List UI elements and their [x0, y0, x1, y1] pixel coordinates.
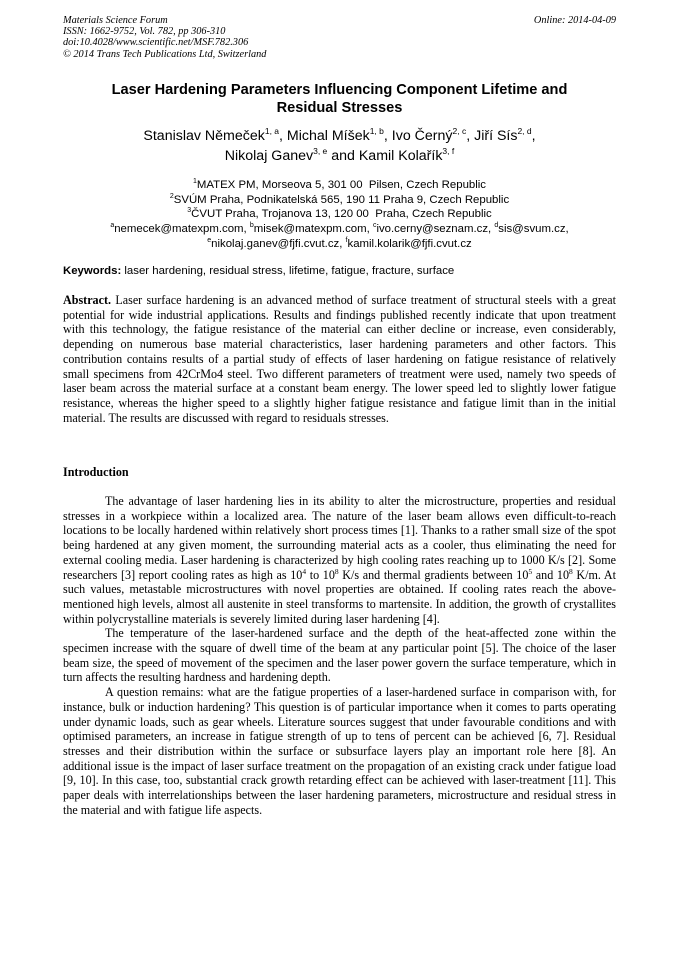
- affiliations: [63, 178, 616, 252]
- paragraph: The advantage of laser hardening lies in its ability to alter the microstructure, properties and residual stresses in a workpiece within a localized area. The nature of the laser beam allows even difficult-to-reach locations to be locally hardened within relatively short process times [1]. Thanks to a rather small size of the spot being hardened at any given moment, the surrounding material acts as a cooler, thus eliminating the need for external cooling media. Laser hardening is characterized by high cooling rates reaching up to 1000 K/s [2]. Some researchers [3] report cooling rates as high as $10^4$ to $10^8$ K/s and thermal gradients between $10^5$ and $10^8$ K/m. At such values, metastable microstructures with novel properties are obtained. If cooling rates reach the above-mentioned high levels, almost all austenite in steel transforms to martensite. In addition, the growth of crystallites within polycrystalline materials is severely limited during laser hardening [4].: [63, 494, 616, 626]
- affiliation-1: $^1$MATEX PM, Morseova 5, 301 00 Pilsen, Czech Republic: [192, 178, 486, 191]
- keywords-label: Keywords:: [63, 265, 122, 277]
- author-name: Ivo Černý: [391, 128, 453, 144]
- journal-header: [63, 15, 616, 60]
- abstract-label: Abstract.: [63, 293, 112, 307]
- author-affil-mark: 1, a: [264, 126, 280, 136]
- title-line-2: Residual Stresses: [276, 100, 403, 116]
- author-line-2: Nikolaj Ganev$^{3, e}$ and Kamil Kolařík$^{3, f}$: [224, 146, 455, 164]
- journal-copyright: © 2014 Trans Tech Publications Ltd, Switzerland: [63, 48, 267, 60]
- paragraph: The temperature of the laser-hardened surface and the depth of the heat-affected zone within the specimen increase with the square of dwell time of the beam at any particular point [5]. The choice of the laser beam size, the speed of movement of the specimen and the laser power govern the surface temperature, which in turn affects the resulting hardness and hardening depth.: [63, 626, 616, 685]
- journal-issn: ISSN: 1662-9752, Vol. 782, pp 306-310: [63, 26, 226, 38]
- email-link[interactable]: nemecek@matexpm.com,: [114, 223, 250, 236]
- email-link[interactable]: ivo.cerny@seznam.cz,: [376, 223, 495, 236]
- email-link[interactable]: nikolaj.ganev@fjfi.cvut.cz,: [211, 237, 346, 250]
- email-link[interactable]: sis@svum.cz,: [498, 223, 569, 236]
- author-affil-mark: 3, e: [313, 146, 328, 156]
- email-link[interactable]: kamil.kolarik@fjfi.cvut.cz: [347, 237, 472, 250]
- section-heading-introduction: Introduction: [63, 465, 129, 479]
- introduction-body: [63, 494, 616, 817]
- journal-name: Materials Science Forum: [63, 15, 168, 26]
- author-affil-mark: 1, b: [369, 126, 384, 136]
- author-line-1: Stanislav Němeček$^{1, a}$, Michal Míšek$^{1, b}$, Ivo Černý$^{2, c}$, Jiří Sís$^{2, d}$,: [143, 126, 536, 144]
- paper-title: [63, 81, 616, 117]
- author-name: Nikolaj Ganev: [224, 148, 314, 164]
- keywords-text: laser hardening, residual stress, lifetime, fatigue, fracture, surface: [121, 265, 455, 277]
- author-name: Stanislav Němeček: [143, 128, 265, 144]
- affiliation-2: $^2$SVÚM Praha, Podnikatelská 565, 190 11 Praha 9, Czech Republic: [169, 192, 510, 206]
- affiliation-3: $^3$ČVUT Praha, Trojanova 13, 120 00 Praha, Czech Republic: [187, 207, 492, 221]
- abstract-text: Laser surface hardening is an advanced method of surface treatment of structural steels with a great potential for wide industrial applications. Results and findings published recently indicate that upon treatment with this technology, the fatigue resistance of the material can either decline or increase, even considerably, depending on numerous base material characteristics, laser hardening parameters and other factors. This contribution contains results of a partial study of effects of laser hardening on fatigue resistance of relatively small specimens from 42CrMo4 steel. Two different parameters of treatment were used, namely two speeds of laser beam across the material surface at a constant beam energy. The lower speed led to slightly lower fatigue resistance, whereas the higher speed to a slightly higher fatigue resistance and fatigue limit than in the initial material. The results are discussed with regard to residuals stresses.: [63, 293, 616, 425]
- author-name: Michal Míšek: [286, 128, 370, 144]
- online-date: Online: 2014-04-09: [533, 15, 616, 26]
- abstract: [63, 293, 616, 425]
- author-list: [63, 126, 616, 166]
- email-link[interactable]: misek@matexpm.com,: [253, 223, 373, 236]
- journal-doi: doi:10.4028/www.scientific.net/MSF.782.306: [63, 37, 249, 49]
- author-affil-mark: 2, d: [517, 126, 532, 136]
- email-line-2: $^e$nikolaj.ganev@fjfi.cvut.cz, $^f$kamil.kolarik@fjfi.cvut.cz: [207, 236, 472, 250]
- author-affil-mark: 3, f: [442, 146, 455, 156]
- email-line-1: $^a$nemecek@matexpm.com, $^b$misek@matexpm.com, $^c$ivo.cerny@seznam.cz, $^d$sis@svum.cz,: [110, 222, 569, 236]
- author-name: Jiří Sís: [474, 128, 518, 144]
- author-name: Kamil Kolařík: [358, 148, 443, 164]
- keywords: [63, 264, 616, 278]
- author-affil-mark: 2, c: [452, 126, 467, 136]
- paragraph: A question remains: what are the fatigue properties of a laser-hardened surface in comparison with, for instance, bulk or induction hardening? This question is of particular importance when it comes to parts operating under dynamic loads, such as gear wheels. Literature sources suggest that under favourable conditions and with optimised parameters, an increase in fatigue strength of up to tens of percent can be achieved [6, 7]. Residual stresses and their distribution within the surface or subsurface layers play an important role here [8]. An additional issue is the impact of laser surface treatment on the propagation of an existing crack under fatigue load [9, 10]. In this case, too, substantial crack growth retarding effect can be achieved with laser-treatment [11]. This paper deals with interrelationships between the laser hardening parameters, microstructure and residual stress in the material and with fatigue life aspects.: [63, 685, 616, 817]
- title-line-1: Laser Hardening Parameters Influencing Component Lifetime and: [111, 82, 568, 98]
